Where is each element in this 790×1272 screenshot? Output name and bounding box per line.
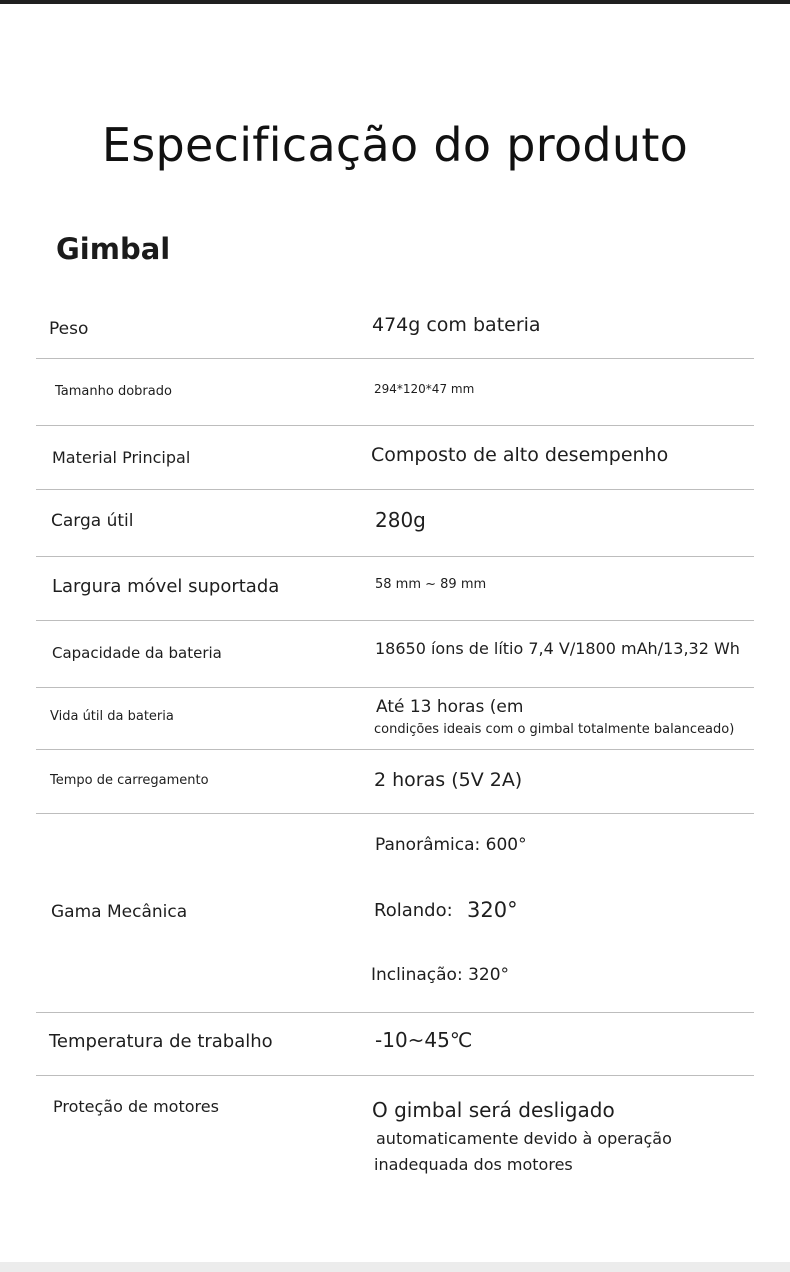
spec-value-line2: automaticamente devido à operação [376, 1129, 672, 1148]
spec-label: Vida útil da bateria [50, 709, 174, 724]
row-divider [36, 1075, 754, 1076]
spec-value: 2 horas (5V 2A) [374, 769, 523, 791]
spec-value-line2: condições ideais com o gimbal totalmente balanceado) [374, 722, 735, 737]
bottom-bar [0, 1262, 790, 1272]
row-divider [36, 749, 754, 750]
spec-value: 474g com bateria [372, 314, 541, 336]
spec-value-line1: O gimbal será desligado [372, 1098, 615, 1122]
row-divider [36, 425, 754, 426]
spec-value: 18650 íons de lítio 7,4 V/1800 mAh/13,32 Wh [375, 639, 740, 658]
spec-value-roll: 320° [467, 898, 518, 922]
spec-label: Largura móvel suportada [52, 576, 280, 597]
section-title: Gimbal [56, 232, 171, 266]
spec-value-tilt: Inclinação: 320° [371, 965, 510, 985]
spec-label: Tamanho dobrado [55, 384, 172, 399]
spec-label: Material Principal [52, 448, 191, 467]
spec-value: 294*120*47 mm [374, 382, 475, 396]
spec-value: -10~45℃ [375, 1028, 473, 1052]
row-divider [36, 556, 754, 557]
spec-label: Capacidade da bateria [52, 644, 222, 662]
spec-value: 280g [375, 508, 426, 532]
spec-label: Peso [49, 319, 89, 339]
top-bar [0, 0, 790, 4]
spec-value-roll-label: Rolando: [374, 900, 453, 921]
spec-value: Composto de alto desempenho [371, 444, 669, 466]
page-title: Especificação do produto [101, 118, 689, 172]
spec-label: Carga útil [51, 511, 134, 531]
spec-label: Gama Mecânica [51, 902, 188, 922]
spec-value-line1: Até 13 horas (em [376, 697, 524, 717]
spec-label: Temperatura de trabalho [49, 1031, 273, 1052]
row-divider [36, 620, 754, 621]
spec-value-line3: inadequada dos motores [374, 1155, 573, 1174]
spec-label: Proteção de motores [53, 1097, 219, 1116]
row-divider [36, 489, 754, 490]
spec-label: Tempo de carregamento [50, 773, 209, 788]
row-divider [36, 813, 754, 814]
row-divider [36, 358, 754, 359]
row-divider [36, 687, 754, 688]
row-divider [36, 1012, 754, 1013]
spec-value: 58 mm ~ 89 mm [375, 577, 487, 592]
spec-value-pan: Panorâmica: 600° [375, 835, 527, 855]
